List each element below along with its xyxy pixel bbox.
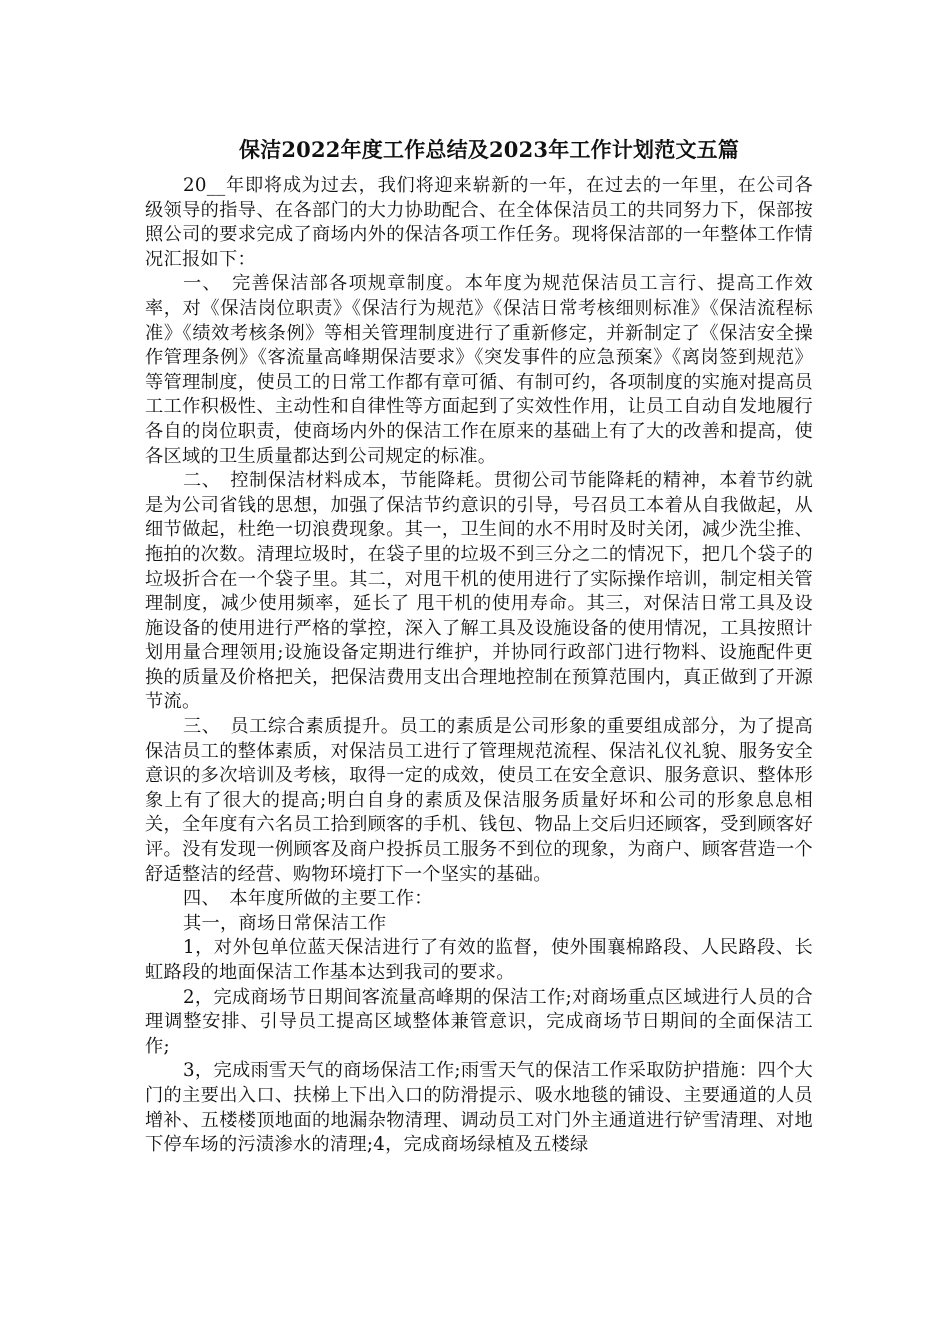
document-page <box>145 133 813 1158</box>
document-title: 保洁2022年度工作总结及2023年工作计划范文五篇 <box>238 137 740 162</box>
paragraph-section-4: 四、 本年度所做的主要工作： <box>183 888 433 910</box>
paragraph-subheading: 其一，商场日常保洁工作 <box>183 912 387 934</box>
paragraph-section-3: 三、 员工综合素质提升。员工的素质是公司形象的重要组成部分，为了提高保洁员工的整体素质，对保洁员工进行了管理规范流程、保洁礼仪礼貌、服务安全意识的多次培训及考核，取得一定的成效，使员工在安全意识、服务意识、整体形象上有了很大的提高;明白自身的素质及保洁服务质量好坏和公司的形象息息相关，全年度有六名员工拾到顾客的手机、钱包、物品上交后归还顾客，受到顾客好评。没有发现一例顾客及商户投拆员工服务不到位的现象，为商户、顾客营造一个舒适整洁的经营、购物环境打下一个坚实的基础。 <box>145 716 813 885</box>
paragraph-section-2: 二、 控制保洁材料成本，节能降耗。贯彻公司节能降耗的精神，本着节约就是为公司省钱的思想，加强了保洁节约意识的引导，号召员工本着从自我做起，从细节做起，杜绝一切浪费现象。其一，卫生间的水不用时及时关闭，减少洗尘推、拖拍的次数。清理垃圾时，在袋子里的垃圾不到三分之二的情况下，把几个袋子的垃圾折合在一个袋子里。其二，对甩干机的使用进行了实际操作培训，制定相关管理制度，减少使用频率，延长了 甩干机的使用寿命。其三，对保洁日常工具及设施设备的使用进行严格的掌控，深入了解工具及设施设备的使用情况，工具按照计划用量合理领用;设施设备定期进行维护，并协同行政部门进行物料、设施配件更换的质量及价格把关，把保洁费用支出合理地控制在预算范围内，真正做到了开源节流。 <box>145 470 813 713</box>
paragraph-item-2: 2，完成商场节日期间客流量高峰期的保洁工作;对商场重点区域进行人员的合理调整安排、引导员工提高区域整体兼管意识，完成商场节日期间的全面保洁工作; <box>145 986 813 1057</box>
paragraph-item-3: 3，完成雨雪天气的商场保洁工作;雨雪天气的保洁工作采取防护措施：四个大门的主要出入口、扶梯上下出入口的防滑提示、吸水地毯的铺设、主要通道的人员增补、五楼楼顶地面的地漏杂物清理、调动员工对门外主通道进行铲雪清理、对地下停车场的污渍渗水的清理;4，完成商场绿植及五楼绿 <box>145 1060 813 1156</box>
paragraph-intro: 20__年即将成为过去，我们将迎来崭新的一年，在过去的一年里，在公司各级领导的指导、在各部门的大力协助配合、在全体保洁员工的共同努力下，保部按照公司的要求完成了商场内外的保洁各项工作任务。现将保洁部的一年整体工作情况汇报如下： <box>145 175 813 270</box>
paragraph-section-1: 一、 完善保洁部各项规章制度。本年度为规范保洁员工言行、提高工作效率，对《保洁岗位职责》《保洁行为规范》《保洁日常考核细则标准》《保洁流程标准》《绩效考核条例》等相关管理制度进行了重新修定，并新制定了《保洁安全操作管理条例》《客流量高峰期保洁要求》《突发事件的应急预案》《离岗签到规范》等管理制度，使员工的日常工作都有章可循、有制可约，各项制度的实施对提高员工工作积极性、主动性和自律性等方面起到了实效性作用，让员工自动自发地履行各自的岗位职责，使商场内外的保洁工作在原来的基础上有了大的改善和提高，使各区域的卫生质量都达到公司规定的标准。 <box>145 273 813 467</box>
paragraph-item-1: 1，对外包单位蓝天保洁进行了有效的监督，使外围襄棉路段、人民路段、长虹路段的地面保洁工作基本达到我司的要求。 <box>145 937 813 983</box>
